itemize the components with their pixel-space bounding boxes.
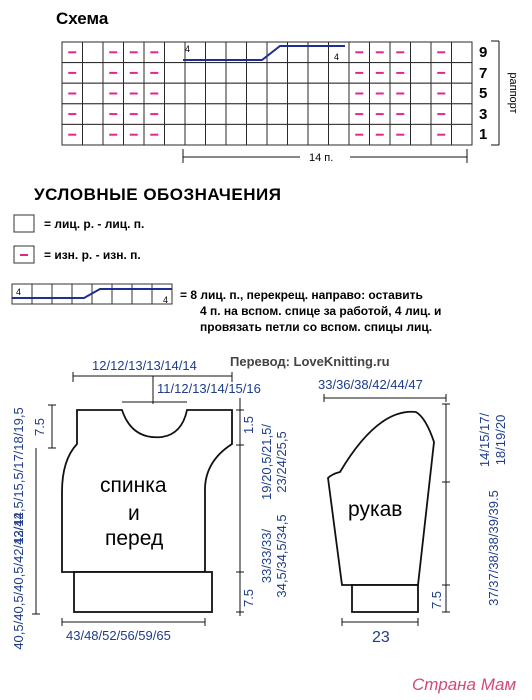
- grid-cell: [165, 124, 186, 145]
- width-label: 14 п.: [309, 152, 334, 164]
- grid-cell: [308, 83, 329, 104]
- grid-cell: [226, 104, 247, 125]
- legend-knit-text: = лиц. р. - лиц. п.: [44, 217, 145, 231]
- grid-cell: [165, 83, 186, 104]
- legend-cable-symbol: [12, 284, 172, 305]
- grid-cell: [452, 124, 473, 145]
- grid-cell: [267, 124, 288, 145]
- body-side-1: 33/33/33/: [259, 528, 274, 584]
- repeat-label: раппорт: [507, 72, 519, 114]
- cable-marker-right: 4: [334, 52, 340, 62]
- row-number-1: 1: [479, 126, 488, 143]
- grid-cell: [206, 63, 227, 84]
- sleeve-bottom-dim: 23: [372, 629, 390, 646]
- grid-cell: [83, 42, 104, 63]
- grid-cell: [329, 63, 350, 84]
- legend-cable-marker-right: 4: [163, 295, 169, 305]
- body-shoulder-height: 7.5: [32, 417, 47, 437]
- grid-cell: [452, 42, 473, 63]
- grid-cell: [329, 104, 350, 125]
- grid-cell: [411, 83, 432, 104]
- grid-cell: [83, 63, 104, 84]
- legend-cable-line2: 4 п. на вспом. спице за работой, 4 лиц. и: [200, 304, 442, 318]
- grid-cell: [247, 104, 268, 125]
- grid-cell: [185, 124, 206, 145]
- grid-cell: [206, 83, 227, 104]
- body-bottom-dim: 43/48/52/56/59/65: [66, 628, 171, 643]
- body-armhole-1: 19/20,5/21,5/: [259, 424, 274, 500]
- cable-marker-left: 4: [185, 44, 191, 54]
- grid-cell: [83, 124, 104, 145]
- grid-cell: [288, 104, 309, 125]
- body-top-dim: 12/12/13/13/14/14: [92, 358, 197, 373]
- grid-cell: [83, 104, 104, 125]
- sleeve-top-dim: 33/36/38/42/44/47: [318, 377, 423, 392]
- grid-cell: [267, 63, 288, 84]
- legend-purl-text: = изн. р. - изн. п.: [44, 248, 141, 262]
- grid-cell: [165, 104, 186, 125]
- grid-cell: [411, 104, 432, 125]
- grid-cell: [185, 104, 206, 125]
- grid-cell: [288, 83, 309, 104]
- grid-cell: [247, 124, 268, 145]
- translation-credit: Перевод: LoveKnitting.ru: [230, 354, 390, 369]
- grid-cell: [452, 104, 473, 125]
- grid-cell: [329, 124, 350, 145]
- legend-cable-line3: провязать петли со вспом. спицы лиц.: [200, 320, 433, 334]
- grid-cell: [83, 83, 104, 104]
- grid-cell: [329, 83, 350, 104]
- grid-cell: [226, 63, 247, 84]
- row-number-3: 3: [479, 106, 488, 123]
- scheme-grid: [62, 42, 472, 145]
- grid-cell: [267, 104, 288, 125]
- row-number-7: 7: [479, 65, 488, 82]
- legend-cable-line1: = 8 лиц. п., перекрещ. направо: оставить: [180, 288, 423, 302]
- body-neck-dim: 11/12/13/14/15/16: [157, 381, 261, 396]
- grid-cell: [308, 63, 329, 84]
- body-piece-outline: [62, 410, 232, 612]
- grid-cell: [185, 63, 206, 84]
- legend-purl-symbol: [14, 246, 34, 263]
- body-label-2: и: [128, 502, 140, 525]
- sleeve-cap-2: 18/19/20: [493, 414, 508, 466]
- row-number-9: 9: [479, 44, 488, 61]
- grid-cell: [226, 83, 247, 104]
- grid-cell: [165, 63, 186, 84]
- sleeve-length: 37/37/38/38/39/39.5: [486, 490, 501, 606]
- legend-knit-symbol: [14, 215, 34, 232]
- body-rib-height: 7.5: [241, 588, 256, 608]
- body-armhole-2: 23/24/25,5: [274, 431, 289, 493]
- repeat-bracket: [491, 41, 519, 145]
- row-number-5: 5: [479, 85, 488, 102]
- grid-cell: [267, 83, 288, 104]
- width-bracket: [183, 149, 467, 164]
- grid-cell: [206, 104, 227, 125]
- sleeve-label: рукав: [348, 498, 403, 521]
- grid-cell: [452, 63, 473, 84]
- grid-cell: [288, 124, 309, 145]
- grid-cell: [452, 83, 473, 104]
- grid-cell: [308, 124, 329, 145]
- body-neck-depth: 1.5: [241, 415, 256, 435]
- grid-cell: [247, 63, 268, 84]
- body-label-3: перед: [105, 527, 164, 550]
- legend-title: УСЛОВНЫЕ ОБОЗНАЧЕНИЯ: [34, 185, 282, 204]
- grid-cell: [411, 42, 432, 63]
- sleeve-rib-height: 7.5: [429, 590, 444, 610]
- body-left-lower: 40,5/40,5/40,5/42/42/42: [11, 512, 26, 650]
- grid-cell: [247, 83, 268, 104]
- legend-cable-marker-left: 4: [16, 287, 22, 297]
- grid-cell: [165, 42, 186, 63]
- grid-cell: [288, 63, 309, 84]
- body-left-total: 13/14,5/15,5/17/18/19,5: [11, 407, 26, 545]
- body-label-1: спинка: [100, 474, 167, 497]
- grid-cell: [206, 124, 227, 145]
- grid-cell: [226, 124, 247, 145]
- grid-cell: [411, 63, 432, 84]
- grid-cell: [308, 104, 329, 125]
- grid-cell: [411, 124, 432, 145]
- grid-cell: [185, 83, 206, 104]
- body-side-2: 34,5/34,5/34,5: [274, 514, 289, 598]
- sleeve-cap-1: 14/15/17/: [477, 412, 492, 468]
- watermark: Страна Мам: [412, 675, 517, 694]
- scheme-title: Схема: [56, 9, 109, 28]
